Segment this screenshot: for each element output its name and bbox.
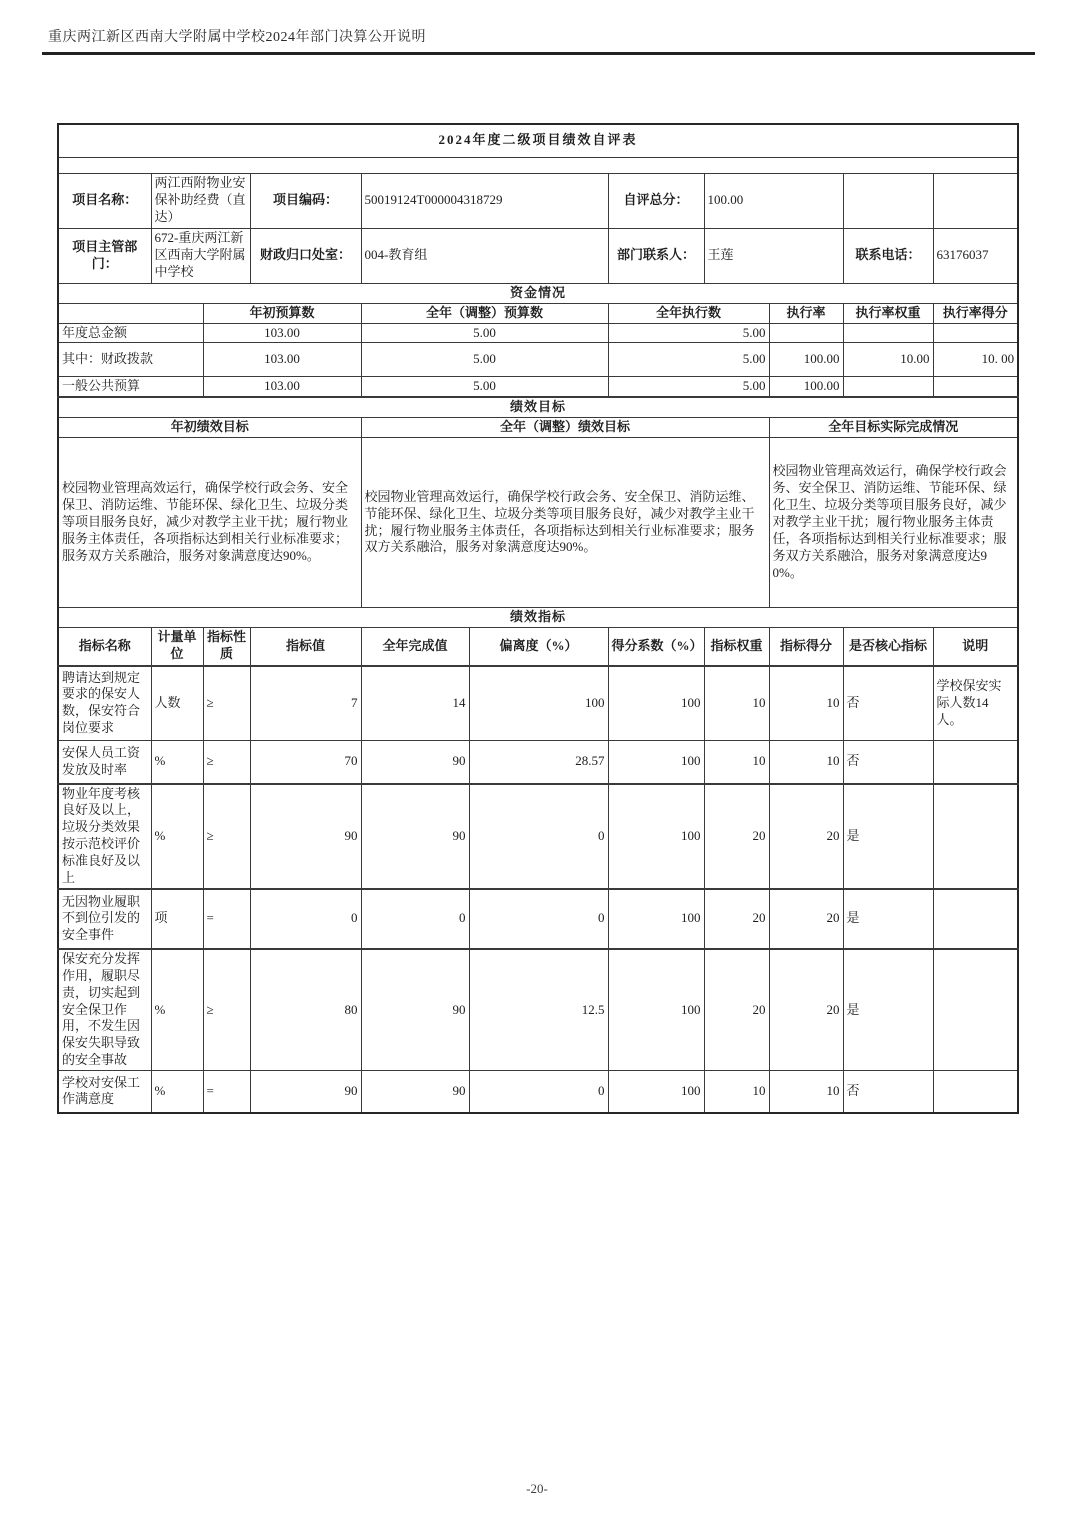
empty-cell <box>843 173 933 228</box>
indicator-actual: 90 <box>361 741 469 784</box>
indicator-score: 20 <box>769 784 843 889</box>
goal-adjusted-text: 校园物业管理高效运行，确保学校行政会务、安全保卫、消防运维、节能环保、绿化卫生、垃圾分类等项目服务良好，减少对教学主业干扰；履行物业服务主体责任，各项指标达到相关行业标准要求；服务双方关系融洽，服务对象满意度达90%。 <box>361 438 769 608</box>
indicator-target: 0 <box>250 889 361 949</box>
indicator-row <box>58 949 1018 1071</box>
indicator-name: 学校对安保工作满意度 <box>58 1071 151 1113</box>
table-title: 2024年度二级项目绩效自评表 <box>58 124 1018 157</box>
indicator-coefficient: 100 <box>608 1071 704 1113</box>
indicator-col-header-deviation: 偏离度（%） <box>469 628 608 666</box>
goal-actual-text: 校园物业管理高效运行，确保学校行政会务、安全保卫、消防运维、节能环保、绿化卫生、垃圾分类等项目服务良好，减少对教学主业干扰；履行物业服务主体责任，各项指标达到相关行业标准要求；服务双方关系融洽，服务对象满意度达90%。 <box>769 438 1018 608</box>
indicator-score: 10 <box>769 666 843 741</box>
funds-initial: 103.00 <box>203 343 361 377</box>
funds-section-title: 资金情况 <box>58 283 1018 303</box>
empty-cell <box>933 173 1018 228</box>
funds-col-header-executed: 全年执行数 <box>608 303 769 323</box>
funds-adjusted: 5.00 <box>361 377 608 397</box>
indicator-note <box>933 1071 1018 1113</box>
indicators-header-row <box>58 628 1018 666</box>
indicator-name: 物业年度考核良好及以上，垃圾分类效果按示范校评价标准良好及以上 <box>58 784 151 889</box>
funds-row-label: 其中：财政拨款 <box>58 343 203 377</box>
indicator-core: 否 <box>843 1071 933 1113</box>
indicator-target: 7 <box>250 666 361 741</box>
indicator-col-header-nature: 指标性质 <box>203 628 250 666</box>
funds-weight <box>843 323 933 343</box>
goals-section-title: 绩效目标 <box>58 397 1018 417</box>
header-rule <box>42 52 1035 55</box>
project-code-value: 50019124T000004318729 <box>361 173 608 228</box>
indicator-nature: ≥ <box>203 949 250 1071</box>
indicator-actual: 90 <box>361 784 469 889</box>
indicator-col-header-target: 指标值 <box>250 628 361 666</box>
dept-label: 项目主管部门： <box>58 228 151 283</box>
funds-weight: 10.00 <box>843 343 933 377</box>
indicator-deviation: 0 <box>469 784 608 889</box>
indicator-target: 90 <box>250 1071 361 1113</box>
funds-header-row <box>58 303 1018 323</box>
funds-row-label: 一般公共预算 <box>58 377 203 397</box>
goal-initial-text: 校园物业管理高效运行，确保学校行政会务、安全保卫、消防运维、节能环保、绿化卫生、垃圾分类等项目服务良好，减少对教学主业干扰；履行物业服务主体责任，各项指标达到相关行业标准要求；服务双方关系融洽，服务对象满意度达90%。 <box>58 438 361 608</box>
spacer-row <box>58 157 1018 173</box>
indicator-deviation: 12.5 <box>469 949 608 1071</box>
indicator-note <box>933 889 1018 949</box>
indicator-actual: 90 <box>361 949 469 1071</box>
title-row <box>58 124 1018 157</box>
funds-initial: 103.00 <box>203 377 361 397</box>
indicator-col-header-weight: 指标权重 <box>704 628 769 666</box>
indicator-col-header-score: 指标得分 <box>769 628 843 666</box>
goals-body-row <box>58 438 1018 608</box>
indicator-unit: % <box>151 1071 203 1113</box>
project-name-value: 两江西附物业安保补助经费（直达） <box>151 173 250 228</box>
goals-section-row <box>58 397 1018 417</box>
funds-rate: 100.00 <box>769 377 843 397</box>
funds-row-public-budget <box>58 377 1018 397</box>
indicator-deviation: 28.57 <box>469 741 608 784</box>
indicator-score: 10 <box>769 1071 843 1113</box>
indicator-target: 80 <box>250 949 361 1071</box>
goal-col-header-adjusted: 全年（调整）绩效目标 <box>361 418 769 438</box>
contact-label: 部门联系人： <box>608 228 704 283</box>
indicator-col-header-coefficient: 得分系数（%） <box>608 628 704 666</box>
funds-score <box>933 377 1018 397</box>
indicator-weight: 10 <box>704 666 769 741</box>
indicator-actual: 0 <box>361 889 469 949</box>
indicator-score: 10 <box>769 741 843 784</box>
indicators-section-row <box>58 608 1018 628</box>
indicator-weight: 20 <box>704 784 769 889</box>
self-score-label: 自评总分： <box>608 173 704 228</box>
indicator-weight: 10 <box>704 741 769 784</box>
finance-office-value: 004-教育组 <box>361 228 608 283</box>
indicator-core: 是 <box>843 889 933 949</box>
indicator-core: 否 <box>843 741 933 784</box>
indicator-row <box>58 889 1018 949</box>
indicator-name: 安保人员工资发放及时率 <box>58 741 151 784</box>
funds-col-header-rate: 执行率 <box>769 303 843 323</box>
indicator-nature: = <box>203 889 250 949</box>
indicator-deviation: 100 <box>469 666 608 741</box>
funds-weight <box>843 377 933 397</box>
indicator-coefficient: 100 <box>608 889 704 949</box>
finance-office-label: 财政归口处室： <box>250 228 361 283</box>
indicators-section-title: 绩效指标 <box>58 608 1018 628</box>
phone-value: 63176037 <box>933 228 1018 283</box>
funds-col-header-initial: 年初预算数 <box>203 303 361 323</box>
indicator-unit: 人数 <box>151 666 203 741</box>
phone-label: 联系电话： <box>843 228 933 283</box>
indicator-note <box>933 741 1018 784</box>
indicator-deviation: 0 <box>469 1071 608 1113</box>
indicator-score: 20 <box>769 949 843 1071</box>
indicator-score: 20 <box>769 889 843 949</box>
indicator-nature: = <box>203 1071 250 1113</box>
indicator-coefficient: 100 <box>608 666 704 741</box>
indicator-col-header-core: 是否核心指标 <box>843 628 933 666</box>
indicator-nature: ≥ <box>203 741 250 784</box>
indicator-nature: ≥ <box>203 784 250 889</box>
spacer-cell <box>58 157 1018 173</box>
indicator-actual: 14 <box>361 666 469 741</box>
indicator-target: 90 <box>250 784 361 889</box>
indicator-coefficient: 100 <box>608 784 704 889</box>
project-code-label: 项目编码： <box>250 173 361 228</box>
indicator-row <box>58 784 1018 889</box>
indicator-core: 否 <box>843 666 933 741</box>
info-row-1 <box>58 173 1018 228</box>
indicator-deviation: 0 <box>469 889 608 949</box>
indicator-name: 聘请达到规定要求的保安人数，保安符合岗位要求 <box>58 666 151 741</box>
indicator-row <box>58 666 1018 741</box>
goal-col-header-initial: 年初绩效目标 <box>58 418 361 438</box>
indicator-nature: ≥ <box>203 666 250 741</box>
indicator-unit: % <box>151 784 203 889</box>
self-score-value: 100.00 <box>704 173 843 228</box>
funds-score <box>933 323 1018 343</box>
indicator-note: 学校保安实际人数14人。 <box>933 666 1018 741</box>
funds-executed: 5.00 <box>608 343 769 377</box>
self-eval-table <box>57 123 1019 1114</box>
indicator-note <box>933 784 1018 889</box>
indicator-target: 70 <box>250 741 361 784</box>
indicator-unit: % <box>151 949 203 1071</box>
indicator-note <box>933 949 1018 1071</box>
funds-col-header-adjusted: 全年（调整）预算数 <box>361 303 608 323</box>
funds-score: 10. 00 <box>933 343 1018 377</box>
indicator-col-header-name: 指标名称 <box>58 628 151 666</box>
indicator-actual: 90 <box>361 1071 469 1113</box>
funds-executed: 5.00 <box>608 323 769 343</box>
funds-initial: 103.00 <box>203 323 361 343</box>
indicator-name: 保安充分发挥作用，履职尽责，切实起到安全保卫作用，不发生因保安失职导致的安全事故 <box>58 949 151 1071</box>
page-number: -20- <box>526 1481 548 1496</box>
info-row-2 <box>58 228 1018 283</box>
doc-header: 重庆两江新区西南大学附属中学校2024年部门决算公开说明 <box>48 30 426 45</box>
funds-executed: 5.00 <box>608 377 769 397</box>
indicator-col-header-note: 说明 <box>933 628 1018 666</box>
self-eval-table-wrap <box>57 123 1019 1114</box>
indicator-row <box>58 1071 1018 1113</box>
indicator-core: 是 <box>843 949 933 1071</box>
funds-section-row <box>58 283 1018 303</box>
indicator-name: 无因物业履职不到位引发的安全事件 <box>58 889 151 949</box>
indicator-col-header-unit: 计量单位 <box>151 628 203 666</box>
indicator-coefficient: 100 <box>608 949 704 1071</box>
goal-col-header-actual: 全年目标实际完成情况 <box>769 418 1018 438</box>
indicator-unit: % <box>151 741 203 784</box>
contact-value: 王莲 <box>704 228 843 283</box>
funds-row-label: 年度总金额 <box>58 323 203 343</box>
funds-adjusted: 5.00 <box>361 323 608 343</box>
indicator-row <box>58 741 1018 784</box>
indicator-core: 是 <box>843 784 933 889</box>
funds-row-total <box>58 323 1018 343</box>
goals-header-row <box>58 418 1018 438</box>
funds-col-header-score: 执行率得分 <box>933 303 1018 323</box>
funds-col-header-weight: 执行率权重 <box>843 303 933 323</box>
funds-adjusted: 5.00 <box>361 343 608 377</box>
project-name-label: 项目名称： <box>58 173 151 228</box>
funds-rate: 100.00 <box>769 343 843 377</box>
indicator-weight: 10 <box>704 1071 769 1113</box>
empty-cell <box>58 303 203 323</box>
indicator-unit: 项 <box>151 889 203 949</box>
indicator-weight: 20 <box>704 889 769 949</box>
dept-value: 672-重庆两江新区西南大学附属中学校 <box>151 228 250 283</box>
indicator-weight: 20 <box>704 949 769 1071</box>
indicator-col-header-actual: 全年完成值 <box>361 628 469 666</box>
funds-rate <box>769 323 843 343</box>
funds-row-fiscal <box>58 343 1018 377</box>
indicator-coefficient: 100 <box>608 741 704 784</box>
